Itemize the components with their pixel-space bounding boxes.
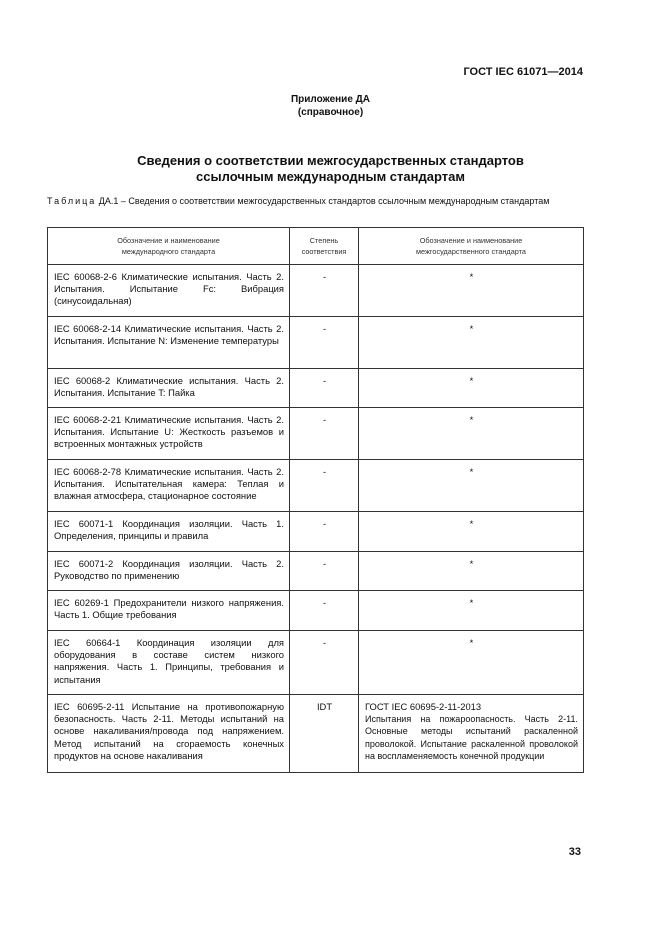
column-header-international [48, 228, 290, 265]
interstate-standard-cell: * [359, 512, 584, 552]
international-standard-cell: IEC 60664-1 Координация изоляции для оборудования в составе систем низкого напряжения. Часть 1. Принципы, требования и испытания [48, 631, 290, 695]
annex-subtitle: (справочное) [297, 107, 364, 118]
international-standard-cell: IEC 60695-2-11 Испытание на противопожарную безопасность. Часть 2-11. Методы испытаний на основе накаливания/провода под напряжением. Метод испытаний на сгораемость конечных продуктов на основе накаливания [48, 695, 290, 773]
table-row [48, 369, 584, 408]
degree-cell: - [290, 552, 359, 591]
table-row [48, 265, 584, 317]
table-caption-label: Таблица [47, 196, 97, 206]
page-number: 33 [568, 846, 581, 858]
degree-cell: - [290, 591, 359, 631]
table-header-row [48, 228, 584, 265]
international-standard-cell: IEC 60071-1 Координация изоляции. Часть 1. Определения, принципы и правила [48, 512, 290, 552]
column-header-international-line-1: Обозначение и наименование [117, 236, 220, 245]
table-row [48, 408, 584, 460]
international-standard-cell: IEC 60071-2 Координация изоляции. Часть 2. Руководство по применению [48, 552, 290, 591]
interstate-standard-cell: * [359, 369, 584, 408]
table-row [48, 591, 584, 631]
column-header-interstate-line-2: межгосударственного стандарта [416, 247, 526, 256]
column-header-international-line-2: международного стандарта [121, 247, 216, 256]
interstate-standard-cell: * [359, 591, 584, 631]
international-standard-cell: IEC 60068-2 Климатические испытания. Часть 2. Испытания. Испытание T: Пайка [48, 369, 290, 408]
degree-cell: - [290, 512, 359, 552]
degree-cell: IDT [290, 695, 359, 773]
table-row [48, 317, 584, 369]
table-row [48, 552, 584, 591]
correspondence-table [47, 227, 584, 773]
interstate-standard-cell: * [359, 265, 584, 317]
table-row [48, 512, 584, 552]
degree-cell: - [290, 369, 359, 408]
section-heading-line-2: ссылочным международным стандартам [196, 169, 465, 184]
table-row [48, 631, 584, 695]
degree-cell: - [290, 317, 359, 369]
column-header-degree-line-1: Степень [309, 236, 339, 245]
interstate-standard-cell: * [359, 460, 584, 512]
interstate-standard-title: Испытания на пожароопасность. Часть 2-11. Основные методы испытаний раскаленной проволокой. Испытание раскаленной проволокой на воспламеняемость конечной продукции [365, 714, 578, 761]
column-header-degree [290, 228, 359, 265]
international-standard-cell: IEC 60068-2-14 Климатические испытания. Часть 2. Испытания. Испытание N: Изменение температуры [48, 317, 290, 369]
international-standard-cell: IEC 60068-2-78 Климатические испытания. Часть 2. Испытания. Испытательная камера: Теплая и влажная атмосфера, стационарное состояние [48, 460, 290, 512]
column-header-interstate-line-1: Обозначение и наименование [419, 236, 523, 245]
section-heading-line-1: Сведения о соответствии межгосударственных стандартов [137, 153, 524, 168]
table-row [48, 460, 584, 512]
table-caption-text: ДА.1 – Сведения о соответствии межгосударственных стандартов ссылочным международным стандартам [96, 196, 550, 206]
interstate-standard-cell [359, 695, 584, 773]
degree-cell: - [290, 631, 359, 695]
degree-cell: - [290, 408, 359, 460]
interstate-standard-code: ГОСТ IEC 60695-2-11-2013 [365, 701, 482, 712]
international-standard-cell: IEC 60068-2-6 Климатические испытания. Часть 2. Испытания. Испытание Fc: Вибрация (синусоидальная) [48, 265, 290, 317]
international-standard-cell: IEC 60068-2-21 Климатические испытания. Часть 2. Испытания. Испытание U: Жесткость разъемов и встроенных монтажных устройств [48, 408, 290, 460]
degree-cell: - [290, 460, 359, 512]
section-heading [0, 153, 661, 185]
interstate-standard-cell: * [359, 317, 584, 369]
interstate-standard-cell: * [359, 552, 584, 591]
column-header-interstate [359, 228, 584, 265]
table-caption [47, 195, 582, 207]
document-code: ГОСТ IEC 61071—2014 [463, 66, 583, 78]
annex-title: Приложение ДА [290, 94, 371, 105]
international-standard-cell: IEC 60269-1 Предохранители низкого напряжения. Часть 1. Общие требования [48, 591, 290, 631]
annex-heading [0, 93, 661, 119]
column-header-degree-line-2: соответствия [301, 247, 347, 256]
interstate-standard-cell: * [359, 631, 584, 695]
degree-cell: - [290, 265, 359, 317]
interstate-standard-cell: * [359, 408, 584, 460]
table-row [48, 695, 584, 773]
